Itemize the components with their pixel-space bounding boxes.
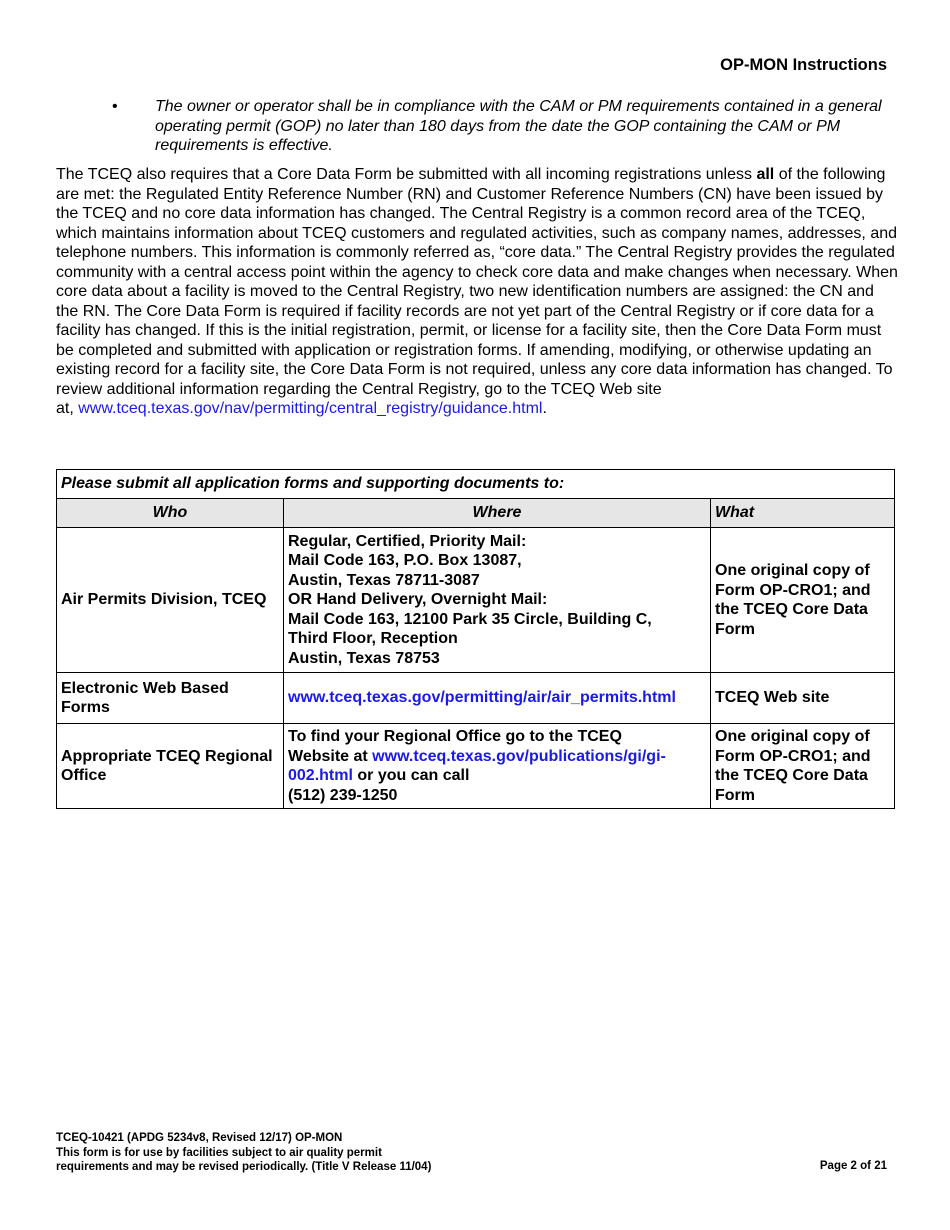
- core-data-paragraph: [56, 165, 898, 419]
- page-number: Page 2 of 21: [819, 1160, 887, 1172]
- page-header-title: OP-MON Instructions: [720, 56, 887, 74]
- bullet-symbol: •: [112, 98, 118, 115]
- paragraph-link-suffix: .: [542, 400, 547, 417]
- bullet-text: The owner or operator shall be in compliance with the CAM or PM requirements contained in a general operating permit (GOP) no later than 180 days from the date the GOP containing the CAM or PM requirements is effective.: [155, 98, 882, 154]
- footer-line: requirements and may be revised periodically. (Title V Release 11/04): [56, 1161, 432, 1173]
- submission-table: [56, 469, 895, 809]
- footer-line: TCEQ-10421 (APDG 5234v8, Revised 12/17) OP-MON: [56, 1132, 343, 1144]
- where-line: To find your Regional Office go to the TCEQ: [288, 728, 622, 745]
- who-cell-regional-office: Appropriate TCEQ Regional Office: [57, 724, 284, 809]
- where-line: Third Floor, Reception: [288, 630, 458, 648]
- where-line: Mail Code 163, P.O. Box 13087,: [288, 552, 522, 570]
- where-line: OR Hand Delivery, Overnight Mail:: [288, 591, 548, 609]
- where-line: Regular, Certified, Priority Mail:: [288, 532, 527, 550]
- where-cell-air-permits: [284, 528, 711, 673]
- paragraph-bold-word: all: [756, 166, 775, 183]
- regional-office-link[interactable]: www.tceq.texas.gov/publications/gi/gi-002.html: [288, 747, 666, 784]
- where-line: Austin, Texas 78711-3087: [288, 571, 480, 589]
- where-after-link: or you can call: [352, 767, 470, 784]
- footer-line: This form is for use by facilities subject to air quality permit: [56, 1146, 382, 1159]
- what-cell-regional-office: One original copy of Form OP-CRO1; and the TCEQ Core Data Form: [711, 724, 895, 809]
- who-cell-electronic-forms: Electronic Web Based Forms: [57, 673, 284, 724]
- what-cell-electronic-forms: TCEQ Web site: [711, 673, 895, 724]
- where-cell-electronic-forms: [284, 673, 711, 724]
- paragraph-link-prefix: at,: [56, 400, 79, 417]
- table-row: [57, 724, 895, 809]
- what-cell-air-permits: One original copy of Form OP-CRO1; and the TCEQ Core Data Form: [711, 528, 895, 673]
- where-cell-regional-office: [284, 724, 711, 809]
- where-prefix: Website at: [288, 747, 373, 765]
- form-footer: [56, 1131, 431, 1175]
- table-row: [57, 673, 895, 724]
- who-cell-air-permits: Air Permits Division, TCEQ: [57, 528, 284, 673]
- table-title: Please submit all application forms and supporting documents to:: [57, 470, 895, 499]
- where-line: Mail Code 163, 12100 Park 35 Circle, Building C,: [288, 610, 652, 628]
- air-permits-link[interactable]: www.tceq.texas.gov/permitting/air/air_permits.html: [288, 689, 676, 707]
- where-line: Austin, Texas 78753: [288, 649, 440, 667]
- table-row: [57, 528, 895, 673]
- paragraph-text-end: of the following are met: the Regulated Entity Reference Number (RN) and Customer Reference Numbers (CN) have been issued by the TCEQ and no core data information has changed. The Central Registry is a common record area of the TCEQ, which maintains information about TCEQ customers and regulated activities, such as company names, addresses, and telephone numbers. This information is commonly referred as, “core data.” The Central Registry provides the regulated community with a central access point within the agency to check core data and make changes when necessary. When core data about a facility is moved to the Central Registry, two new identification numbers are assigned: the CN and the RN. The Core Data Form is required if facility records are not yet part of the Central Registry or if core data for a facility has changed. If this is the initial registration, permit, or license for a facility site, then the Core Data Form must be completed and submitted with application or registration forms. If amending, modifying, or otherwise updating an existing record for a facility site, the Core Data Form is not required, unless any core data information has changed. To review additional information regarding the Central Registry, go to the TCEQ Web site: [56, 166, 898, 398]
- paragraph-text-start: The TCEQ also requires that a Core Data Form be submitted with all incoming registrations unless: [56, 166, 757, 183]
- phone-number: (512) 239-1250: [288, 786, 398, 804]
- header-who: Who: [57, 499, 284, 528]
- central-registry-link[interactable]: www.tceq.texas.gov/nav/permitting/central_registry/guidance.html: [78, 400, 543, 417]
- header-what: What: [711, 499, 895, 528]
- header-where: Where: [284, 499, 711, 528]
